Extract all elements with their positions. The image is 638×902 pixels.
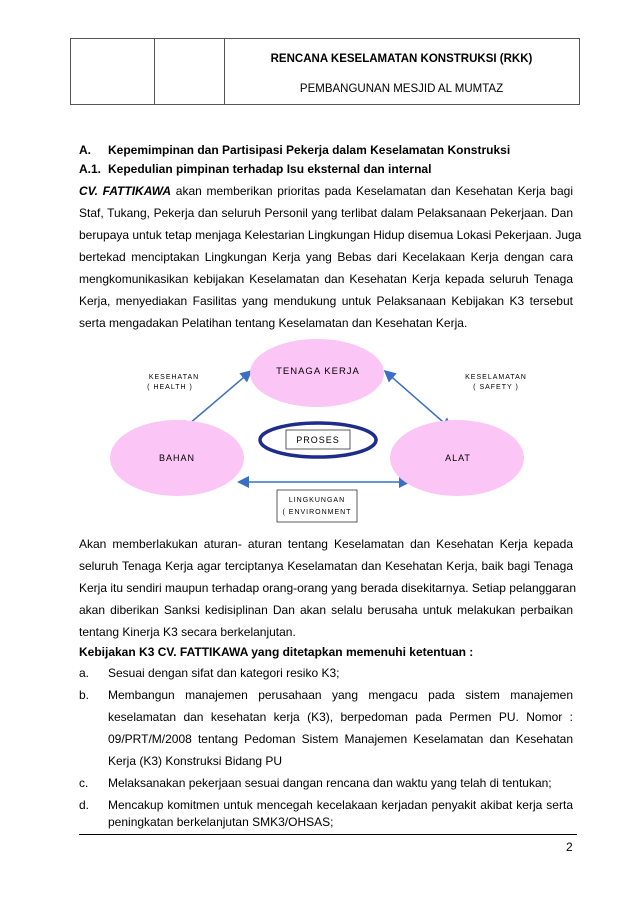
paragraph-1-line-1: CV. FATTIKAWA akan memberikan prioritas pada Keselamatan dan Kesehatan Kerja bagi — [79, 184, 573, 198]
label-keselamatan: KESELAMATAN — [465, 374, 527, 381]
list-item-c: Melaksanakan pekerjaan sesuai dangan rencana dan waktu yang telah di tentukan; — [108, 776, 552, 790]
paragraph-1-line-7: serta mengadakan Pelatihan tentang Keselamatan dan Kesehatan Kerja. — [79, 316, 468, 330]
list-item-d-line-2: peningkatan berkelanjutan SMK3/OHSAS; — [108, 815, 334, 829]
label-alat: ALAT — [445, 453, 471, 463]
label-safety: ( SAFETY ) — [473, 384, 519, 391]
paragraph-2-line-2: seluruh Tenaga Kerja agar terciptanya Keselamatan dan Kesehatan Kerja, baik bagi Tenaga — [79, 559, 573, 573]
project-title: PEMBANGUNAN MESJID AL MUMTAZ — [299, 83, 504, 95]
paragraph-2-line-5: tentang Kinerja K3 secara berkelanjutan. — [79, 625, 296, 639]
list-label-b: b. — [79, 688, 90, 702]
subsection-title: Kepedulian pimpinan terhadap Isu eksternal dan internal — [108, 162, 432, 176]
paragraph-1-line-5: mengkomunikasikan kebijakan Keselamatan dan Kesehatan Kerja kepada seluruh Tenaga — [79, 272, 573, 286]
arrow-tenaga-kerja-alat — [386, 372, 450, 428]
paragraph-2-line-1: Akan memberlakukan aturan- aturan tentang Keselamatan dan Kesehatan Kerja kepada — [79, 537, 573, 551]
paragraph-2-line-3: Kerja itu sendiri maupun terhadap orang-orang yang berada disekitarnya. Setiap pelanggaran — [79, 581, 576, 595]
subsection-number: A.1. — [79, 162, 102, 176]
list-label-a: a. — [79, 666, 90, 680]
section-letter: A. — [79, 143, 91, 157]
label-proses: PROSES — [296, 435, 340, 445]
header-logo-cell — [71, 39, 155, 104]
company-name: CV. FATTIKAWA — [79, 184, 172, 198]
list-item-b-line-3: 09/PRT/M/2008 tentang Pedoman Sistem Manajemen Keselamatan dan Kesehatan — [108, 732, 573, 746]
label-bahan: BAHAN — [158, 453, 196, 463]
paragraph-1-line-4: bertekad menciptakan Lingkungan Kerja yang Bebas dari Kecelakaan Kerja dengan cara — [79, 250, 573, 264]
list-label-c: c. — [79, 776, 89, 790]
document-title: RENCANA KESELAMATAN KONSTRUKSI (RKK) — [270, 53, 533, 65]
k3-diagram — [0, 330, 638, 530]
list-item-b-line-2: keselamatan dan kesehatan kerja (K3), berpedoman pada Permen PU. Nomor : — [108, 710, 573, 724]
label-environment: ( ENVIRONMENT — [282, 509, 352, 516]
label-kesehatan: KESEHATAN — [148, 374, 200, 381]
header-empty-cell — [154, 39, 225, 104]
policy-heading: Kebijakan K3 CV. FATTIKAWA yang ditetapkan memenuhi ketentuan : — [79, 645, 474, 659]
list-item-d-line-1: Mencakup komitmen untuk mencegah kecelakaan kerjadan penyakit akibat kerja serta — [108, 798, 573, 812]
list-item-b-line-4: Kerja (K3) Konstruksi Bidang PU — [108, 754, 283, 768]
footer-rule — [79, 834, 577, 835]
paragraph-1-line-6: Kerja, menyediakan Fasilitas yang mendukung untuk Pelaksanaan Kebijakan K3 tersebut — [79, 294, 573, 308]
environment-box — [277, 490, 357, 522]
label-tenaga-kerja: TENAGA KERJA — [276, 366, 360, 377]
label-lingkungan: LINGKUNGAN — [288, 497, 346, 504]
label-health: ( HEALTH ) — [147, 384, 193, 391]
paragraph-1-line-3: berupaya untuk tetap menjaga Kelestarian Lingkungan Hidup disemua Lokasi Pekerjaan. Juga — [79, 228, 582, 242]
list-item-a: Sesuai dengan sifat dan kategori resiko K3; — [108, 666, 340, 680]
page-number: 2 — [566, 840, 573, 854]
paragraph-1-line-2: Staf, Tukang, Pekerja dan seluruh Personil yang terlibat dalam Pelaksanaan Pekerjaan. Dan — [79, 206, 573, 220]
document-header-table — [70, 38, 580, 105]
list-label-d: d. — [79, 798, 90, 812]
section-title: Kepemimpinan dan Partisipasi Pekerja dalam Keselamatan Konstruksi — [108, 143, 511, 157]
list-item-b-line-1: Membangun manajemen perusahaan yang mengacu pada sistem manajemen — [108, 688, 573, 702]
paragraph-2-line-4: akan diberikan Sanksi kedisiplinan Dan akan selalu berusaha untuk melakukan perbaikan — [79, 603, 573, 617]
